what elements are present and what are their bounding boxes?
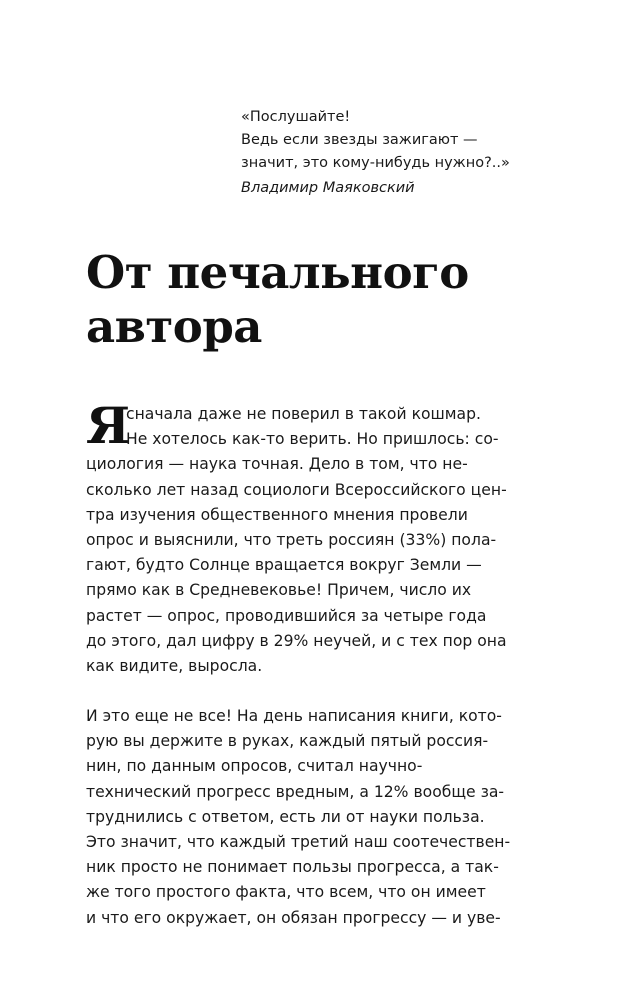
- paragraph-line: сколько лет назад социологи Всероссийского цен-: [86, 480, 507, 499]
- paragraph-line: тра изучения общественного мнения провели: [86, 505, 468, 524]
- paragraph-line: рую вы держите в руках, каждый пятый россия-: [86, 732, 489, 751]
- paragraph-line: прямо как в Средневековье! Причем, число их: [86, 581, 472, 600]
- epigraph: [241, 106, 510, 200]
- paragraph-line: как видите, выросла.: [86, 656, 263, 675]
- paragraph-line: циология — наука точная. Дело в том, что не-: [86, 455, 468, 474]
- paragraph-line: гают, будто Солнце вращается вокруг Земли —: [86, 556, 482, 575]
- epigraph-line: Ведь если звезды зажигают —: [241, 132, 478, 148]
- paragraph-2: [86, 704, 516, 931]
- paragraph-line: И это еще не все! На день написания книги, кото-: [86, 707, 502, 726]
- paragraph-line: Не хотелось как-то верить. Но пришлось: со-: [126, 430, 499, 449]
- paragraph-line: ник просто не понимает пользы прогресса, а так-: [86, 858, 499, 877]
- paragraph-gap: [86, 679, 516, 704]
- paragraph-line: растет — опрос, проводившийся за четыре года: [86, 606, 487, 625]
- paragraph-line: труднились с ответом, есть ли от науки польза.: [86, 807, 485, 826]
- chapter-title: [86, 246, 469, 354]
- epigraph-line: «Послушайте!: [241, 109, 351, 125]
- paragraph-line: же того простого факта, что всем, что он имеет: [86, 883, 486, 902]
- paragraph-line: Это значит, что каждый третий наш соотечествен-: [86, 833, 511, 851]
- paragraph-line: и что его окружает, он обязан прогрессу — и уве-: [86, 908, 501, 927]
- chapter-title-line: автора: [86, 300, 262, 353]
- drop-cap: Я: [86, 396, 131, 455]
- paragraph-line: до этого, дал цифру в 29% неучей, и с тех пор она: [86, 631, 507, 650]
- chapter-title-line: От печального: [86, 246, 469, 299]
- paragraph-line: нин, по данным опросов, считал научно-: [86, 757, 423, 776]
- epigraph-line: значит, это кому-нибудь нужно?..»: [241, 155, 510, 171]
- body-text: [86, 396, 516, 931]
- paragraph-1: [86, 396, 516, 679]
- paragraph-line: сначала даже не поверил в такой кошмар.: [126, 405, 481, 423]
- paragraph-line: опрос и выяснили, что треть россиян (33%) пола-: [86, 530, 497, 549]
- paragraph-line: технический прогресс вредным, а 12% вообще за-: [86, 782, 505, 801]
- epigraph-author: Владимир Маяковский: [241, 180, 415, 196]
